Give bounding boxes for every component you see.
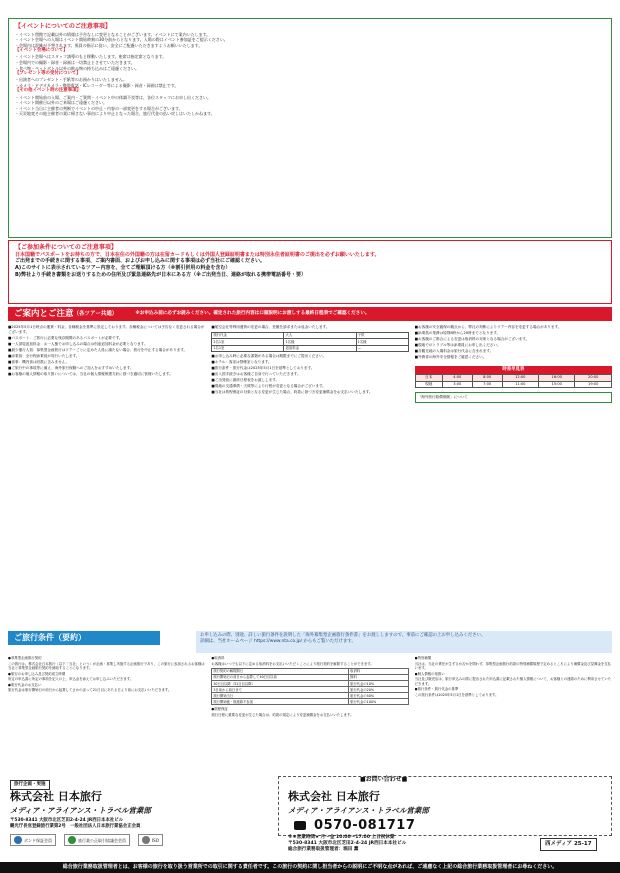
participant-notes-box — [8, 240, 612, 304]
condition-item: 旅行日程に重要な変更が生じた場合は、約款の規定により変更補償金をお支払いいたします。 — [211, 713, 354, 718]
table-cell: 16:00 — [539, 374, 575, 381]
other-line: ・天災地変その他主催者の責に帰さない事由により中止となった場合、旅行代金の払い戻しはいたしかねます。 — [15, 111, 215, 117]
guide-item: ■お客様のご都合による変更は取消料の対象となる場合がございます。 — [414, 337, 530, 342]
table-cell: 子供 — [356, 332, 408, 338]
table-cell: 11:00 — [502, 381, 538, 388]
event-notes-title: 【イベントについてのご注意事項】 — [15, 23, 111, 30]
present-line: ・カメラ・ビデオカメラ・携帯電話・ICレコーダー等による撮影・録音・録画は禁止です。 — [15, 82, 179, 88]
guide-item: ■現地の交通事情・天候等により行程が変更となる場合がございます。 — [211, 384, 326, 389]
iso-logo — [138, 834, 163, 846]
table-cell: 7:00 — [472, 381, 502, 388]
guide-title: ご案内とご注意 — [14, 308, 74, 319]
venue-title: 【イベント会場について】 — [15, 48, 68, 54]
guide-item: ■お客様の個人情報の取り扱いについては、当社の個人情報保護方針に基づき適切に管理いたします。 — [8, 372, 173, 377]
venue-line: ・食べ物・ペットボトル以外の飲み物の持ち込みはご遠慮ください。 — [15, 65, 139, 71]
table-cell: 旅行代金の100% — [349, 699, 408, 705]
guide-item: ■お客様の安全確保の観点から、弊社の判断によりツアー内容を変更する場合があります。 — [414, 325, 562, 329]
guide-item: ■ホテル：客室は禁煙室となります。 — [211, 360, 272, 364]
guide-item: ■当社は旅程保証の対象となる変更が生じた場合、約款に基づき変更補償金をお支払いいたします。 — [211, 390, 373, 395]
phone-icon — [294, 821, 306, 830]
participant-strong: 日本国籍でパスポートをお持ちの方で、日本在住の外国籍の方は在留カードもしくは外国人登録証明書または特別永住者証明書のご提出を必ずお願いいたします。 — [15, 251, 380, 258]
table-row — [212, 699, 408, 705]
table-cell: 旅行代金の10% — [349, 681, 408, 687]
table-row — [212, 345, 408, 351]
contact-phone[interactable] — [294, 818, 415, 834]
conditions-column-3 — [415, 656, 612, 774]
guide-item: ■パスポート：ご旅行に必要な残存期間のあるパスポートが必要です。 — [8, 335, 123, 340]
conditions-column-2 — [211, 656, 408, 774]
conditions-header — [8, 631, 160, 645]
guide-item: ■外務省の海外安全情報をご確認ください。 — [414, 355, 487, 360]
guide-item: ■2025年5月1日時点の運賃・料金、各種税金を基準に設定しております。各種税金については予告なく変更される場合がございます。 — [8, 325, 205, 334]
guide-column-3 — [415, 325, 612, 628]
guide-item: ■旅行条件・旅行代金は2025年5月1日を基準としております。 — [211, 366, 315, 371]
table-cell: 1名1室 — [212, 345, 284, 351]
table-row — [415, 374, 611, 381]
table-cell: 1名様 — [356, 339, 408, 345]
iso-icon — [142, 836, 150, 844]
membership-logos — [10, 834, 163, 846]
guide-item: ■添乗員の業務は原則8時から20時までとなります。 — [414, 331, 501, 336]
table-cell: 旅行開始日の前日から起算して40日目以前 — [212, 675, 349, 681]
condition-item: ●旅行条件・旅行代金の基準 — [414, 687, 459, 692]
table-cell: — — [356, 345, 408, 351]
guide-item: ■現地でのトラブル等は添乗員にお申し出ください。 — [414, 343, 501, 348]
condition-item: ●旅行のお申し込み及び契約成立時期 — [8, 671, 66, 676]
guide-columns — [8, 323, 612, 628]
contact-address: 〒530-8341 大阪市北区芝田2-4-24 JR西日本本社ビル — [288, 841, 407, 847]
table-cell: 旅行代金の50% — [349, 693, 408, 699]
table-cell: 8:00 — [472, 374, 502, 381]
table-cell: 30日目以降（31日目以降） — [212, 681, 349, 687]
condition-item: ●旅程保証 — [211, 707, 228, 712]
time-difference-table — [415, 374, 612, 389]
table-cell: 日本 — [415, 374, 442, 381]
guide-subtitle: （各ツアー共通） — [73, 310, 118, 317]
contact-company: 株式会社 日本旅行 — [288, 790, 380, 803]
table-cell: 1名様 — [284, 339, 356, 345]
condition-item: ●取消料 — [211, 656, 225, 660]
phone-number[interactable]: 0570-081717 — [314, 818, 416, 833]
table-cell: 追加料金 — [284, 345, 356, 351]
table-cell: 4:00 — [442, 374, 472, 381]
condition-item: 旅行代金は旅行開始日の前日から起算してさかのぼって21日目にあたる日より前にお支払いいただきます。 — [8, 688, 172, 693]
conditions-title: ご旅行条件（要約） — [14, 633, 86, 642]
condition-item: この旅行は、株式会社日本旅行（以下「当社」という）が企画・募集し実施する企画旅行であり、この旅行に参加されるお客様は当社と募集型企画旅行契約を締結することになります。 — [8, 661, 205, 671]
participant-notes-title: 【ご参加条件についてのご注意事項】 — [15, 244, 117, 251]
condition-item: ●旅行代金のお支払い — [8, 682, 42, 687]
other-title: 【その他イベント時の注意事項】 — [15, 88, 81, 94]
conditions-info-line: お申し込みの際、別途、詳しい旅行条件を説明した「海外募集型企画旅行条件書」をお渡ししますので、事前にご確認の上お申し込みください。 — [200, 633, 486, 638]
footer-notice: 総合旅行業務取扱管理者とは、お客様の旅行を取り扱う営業所での取引に関する責任者です。この旅行の契約に関し担当者からの説明にご不明な点があれば、ご遠慮なく上記の総合旅行業務取扱管理者にお尋ねください。 — [0, 862, 620, 873]
venue-line: ・イベント会場へはスタッフ誘導のもと移動いたします。座席は指定席となります。 — [15, 54, 167, 60]
contact-details — [288, 835, 406, 854]
logo-label: ISO — [152, 837, 159, 843]
table-row — [415, 381, 611, 388]
conditions-info-link[interactable]: 詳細は、当社ホームページ https://www.nta.co.jp/ からもご覧いただけます。 — [200, 638, 356, 644]
table-cell: 2名1室 — [212, 339, 284, 345]
present-line: ・出演者へのプレゼント・手紙等のお預かりはいたしません。 — [15, 77, 128, 83]
table-cell: 大人 — [284, 332, 356, 338]
guide-item: ■添乗員：全行程添乗員が同行いたします。 — [8, 353, 80, 358]
logo-label: 旅行業公正取引協議会会員 — [78, 837, 126, 843]
table-cell: 15:00 — [539, 381, 575, 388]
contact-label: ■お問い合わせ■ — [360, 776, 408, 783]
guide-item: ■各観光地の入場料金は旅行代金に含まれます。 — [414, 349, 494, 354]
guide-item: ■お申し込み時に必要な書類がある場合は期限までにご提出ください。 — [211, 353, 327, 358]
present-title: 【プレゼント等の受付について】 — [15, 71, 81, 77]
venue-line: ・会場内での撮影・録音・録画は一切禁止とさせていただきます。 — [15, 59, 135, 65]
other-line: ・イベント当日に主催者の判断でイベントの中止・内容の一部変更をする場合がございます。 — [15, 105, 183, 111]
guide-item: ■ご出発前に最終日程表をお渡しします。 — [211, 378, 280, 383]
table-cell: 旅行代金 — [212, 332, 284, 338]
table-cell: 20:00 — [575, 374, 612, 381]
condition-item: お客様はいつでも以下に定める取消料をお支払いいただくことにより旅行契約を解除することができます。 — [211, 661, 374, 666]
fair-trade-icon — [68, 836, 76, 844]
condition-item: ●特別補償 — [414, 656, 432, 660]
guide-item: ■出入国手続きはお客様ご自身で行っていただきます。 — [211, 372, 301, 377]
conditions-columns — [8, 656, 612, 774]
organizer-address — [10, 818, 140, 829]
table-cell: 無料 — [349, 675, 408, 681]
condition-item: 所定の申込書に所定の事項を記入の上、申込金を添えてお申し込みいただきます。 — [8, 677, 134, 682]
contact-manager: 総合旅行業務取扱管理者：堀田 薫 — [288, 847, 359, 853]
table-cell: 3日前から前日まで — [212, 687, 349, 693]
event-notes-box — [8, 18, 612, 238]
guide-item: ■ご旅行中の事故等に備え、海外旅行保険へのご加入をおすすめいたします。 — [8, 366, 134, 371]
organizer-dept: メディア・アライアンス・トラベル営業部 — [10, 806, 151, 815]
participant-line: ご出発までの手続きに関する事項、ご案内書面、およびお申し込みに関する事項は必ず当社にご確認ください。 — [15, 258, 266, 265]
guide-header — [8, 307, 612, 321]
guide-item: ■最少催行人員：募集型企画旅行はツアーごとに定めた人員に満たない場合、旅行を中止する場合があります。 — [8, 347, 188, 352]
business-hours: ※★営業時間★ 月〜金 10:00〜17:00 土日祝休業 — [288, 835, 395, 840]
table-cell: 旅行開始当日 — [212, 693, 349, 699]
event-note-line: ・イベント閉館で記載以外の情報は予告なしに変更となることがございます。イベントにて案内いたします。 — [15, 31, 211, 37]
table-cell: 取消料 — [349, 669, 408, 675]
participant-line: A)このサイトに表示されているツアー内容を、全てご理解頂ける方（※割引併用の料金を含む） — [15, 265, 231, 271]
bond-logo — [10, 834, 56, 846]
condition-item: ●募集型企画旅行契約 — [8, 656, 42, 660]
bond-icon — [14, 836, 22, 844]
fare-table — [211, 332, 408, 352]
condition-item: 当社及び販売店は、旅行申込みの際に提出された申込書に記載された個人情報について、お客様との連絡のために利用させていただきます。 — [414, 677, 612, 686]
guide-item: ■航空会社等利用運賃の変更の場合、差額を請求または返金いたします。 — [211, 325, 330, 329]
table-cell: 旅行開始後・無連絡不参加 — [212, 699, 349, 705]
other-line: ・イベント開始前の入場、ご案内・ご質問・イベント中の体調不良等は、各位スタッフにお申し出ください。 — [15, 94, 211, 100]
table-cell: 現地 — [415, 381, 442, 388]
table-cell: 3:00 — [442, 381, 472, 388]
event-note-line: ・イベント会場への入場はイベント開始時刻の30分前からとなります。入場の際はイベント参加証をご提示ください。 — [15, 37, 228, 43]
organizer-address-line: 〒530-8341 大阪市北区芝田2-4-24 JR西日本本社ビル — [10, 818, 124, 823]
logo-label: ボンド保証会員 — [24, 837, 52, 843]
guide-column-2 — [211, 325, 408, 628]
other-line: ・イベント開催日以外のご来場はご遠慮ください。 — [15, 100, 107, 106]
cancellation-fee-table — [211, 668, 408, 705]
time-difference-title: 時差早見表 — [415, 366, 612, 374]
participant-line: B)弊社より手続き書類をお送りするための住所及び緊急連絡先が日本にある方（※ご出発当日、連絡が取れる携帯電話番号・要） — [15, 271, 306, 278]
event-note-line: ・会場内は混雑が予想されます。係員の指示に従い、安全にご配慮いただきますようお願いいたします。 — [15, 42, 203, 48]
guide-item: ■一人部屋追加料金：お一人様でお申し込みの場合は別途追加料金が必要となります。 — [8, 341, 148, 346]
condition-item: ●個人情報の取扱い — [414, 671, 445, 676]
condition-item: この旅行条件は2025年5月1日を基準としております。 — [414, 692, 499, 697]
table-cell: 12:00 — [502, 374, 538, 381]
organizer-address-line: 観光庁長官登録旅行業第2号 一般社団法人日本旅行業協会正会員 — [10, 823, 141, 829]
table-cell: 19:00 — [575, 381, 612, 388]
guide-note: ※お申込み前に必ずお読みください。確定された旅行内容は口頭説明にお渡しする最終日程表でご確認ください。 — [135, 311, 370, 317]
contact-dept: メディア・アライアンス・トラベル営業部 — [288, 806, 429, 815]
guide-item: ■食事：機内食は回数に含みません。 — [8, 359, 70, 364]
fair-trade-logo — [64, 834, 130, 846]
brochure-code: 西メディア 25-17 — [540, 838, 597, 851]
table-cell: 旅行代金の20% — [349, 687, 408, 693]
guide-column-1 — [8, 325, 205, 628]
organizer-company: 株式会社 日本旅行 — [10, 790, 102, 803]
organizer-label: 旅行企画・実施 — [10, 780, 50, 790]
table-cell: 旅行契約の解除期日 — [212, 669, 349, 675]
insurance-note: 「海外旅行賠償保険」について — [415, 392, 612, 403]
condition-item: 当社は、当社の責任が生ずるか否かを問わず、募集型企画旅行約款の特別補償規程で定めるところにより補償金及び見舞金を支払います。 — [414, 661, 612, 671]
conditions-column-1 — [8, 656, 205, 774]
conditions-info — [196, 631, 612, 653]
